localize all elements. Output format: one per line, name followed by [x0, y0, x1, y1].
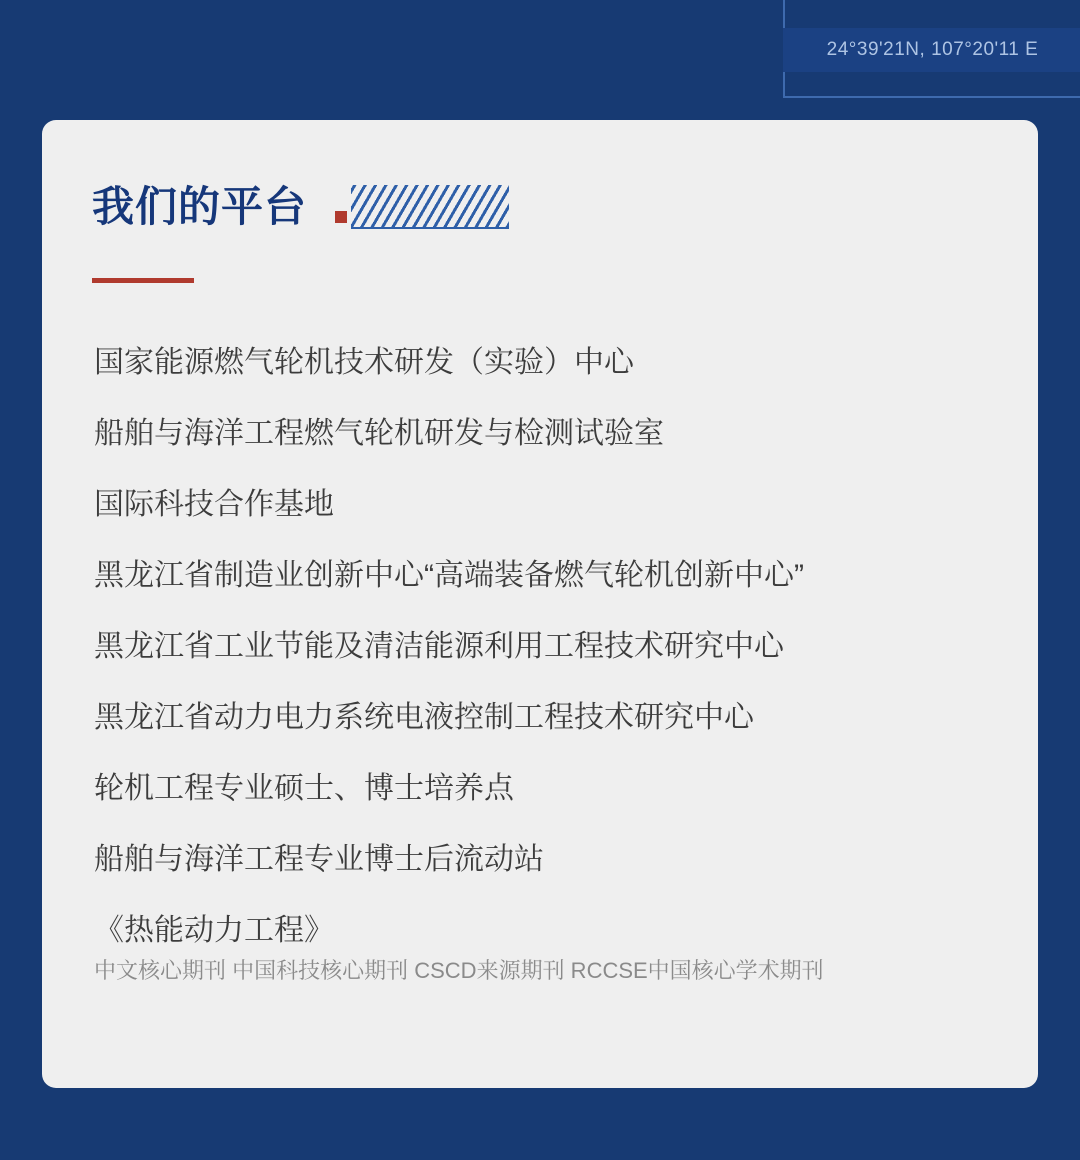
heading-decoration: [335, 185, 509, 229]
list-item: 国际科技合作基地: [94, 488, 334, 521]
card-heading: [92, 185, 509, 229]
list-item: 船舶与海洋工程专业博士后流动站: [94, 843, 544, 876]
list-item: 黑龙江省制造业创新中心“高端装备燃气轮机创新中心”: [94, 559, 804, 592]
title-underline: [92, 278, 194, 283]
list-item: 国家能源燃气轮机技术研发（实验）中心: [94, 346, 634, 379]
platform-card: [42, 120, 1038, 1088]
list-item: 轮机工程专业硕士、博士培养点: [94, 772, 514, 805]
journal-name: 《热能动力工程》: [94, 914, 334, 947]
list-item: 黑龙江省工业节能及清洁能源利用工程技术研究中心: [94, 630, 784, 663]
coordinates-text: 24°39'21N, 107°20'11 E: [826, 39, 1039, 60]
coordinates-badge: [783, 28, 1080, 72]
page-title: 我们的平台: [92, 183, 308, 230]
list-item: 船舶与海洋工程燃气轮机研发与检测试验室: [94, 417, 664, 450]
list-item: 黑龙江省动力电力系统电液控制工程技术研究中心: [94, 701, 754, 734]
journal-tags: 中文核心期刊 中国科技核心期刊 CSCD来源期刊 RCCSE中国核心学术期刊: [94, 958, 824, 983]
hatch-pattern-icon: [351, 185, 509, 229]
platform-list: [94, 348, 994, 984]
accent-square-icon: [335, 211, 347, 223]
